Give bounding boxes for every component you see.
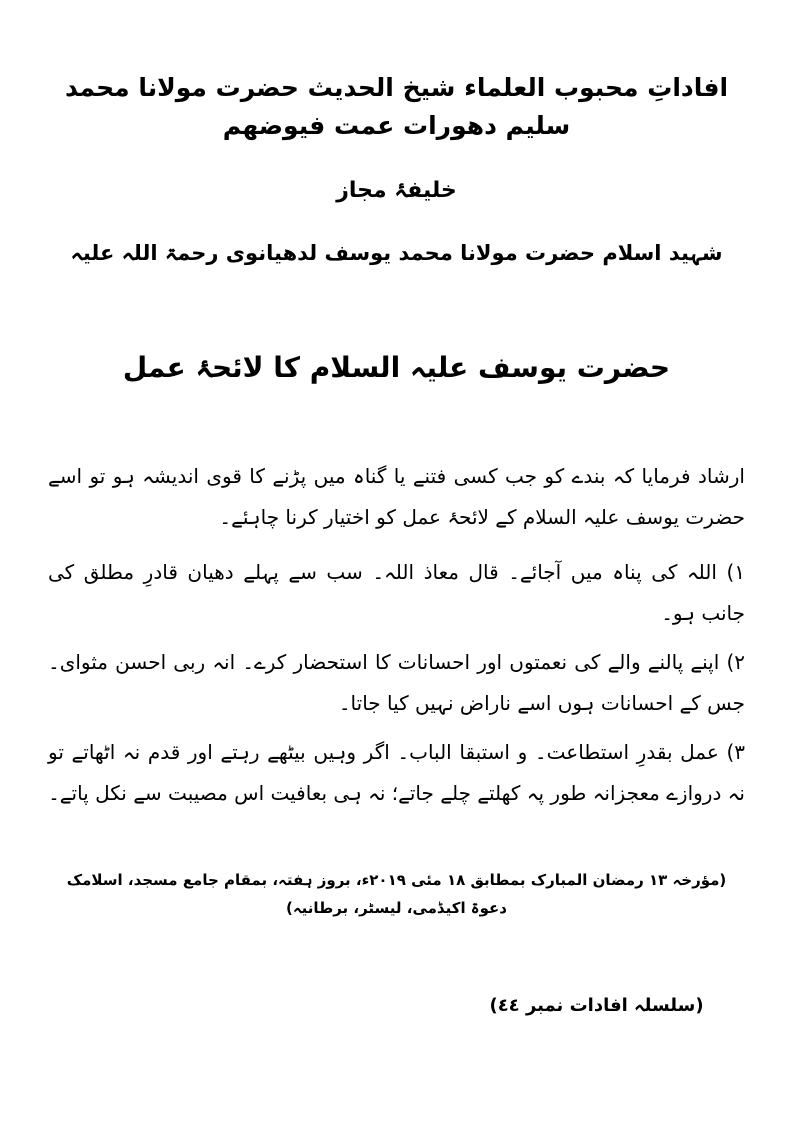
series-note — [48, 995, 745, 1016]
header-line-scholar-title: افاداتِ محبوب العلماء شیخ الحدیث حضرت مولانا محمد سلیم دھورات عمت فیوضھم — [64, 73, 729, 140]
page-title: حضرت یوسف علیہ السلام کا لائحۂ عمل — [122, 350, 671, 384]
body-item-3: ٣) عمل بقدرِ استطاعت۔ و استبقا الباب۔ اگر وہیں بیٹھے رہتے اور قدم نہ اٹھاتے تو نہ دروازے معجزانہ طور پہ کھلتے چلے جاتے؛ نہ ہی بعافیت اس مصیبت سے نکل پاتے۔ — [48, 739, 745, 805]
document-body — [48, 456, 745, 814]
series-note-text: (سلسلہ افادات نمبر ٤٤) — [489, 994, 704, 1016]
intro-paragraph: ارشاد فرمایا کہ بندے کو جب کسی فتنے یا گناہ میں پڑنے کا قوی اندیشہ ہو تو اسے حضرت یوسف علیہ السلام کے لائحۂ عمل کو اختیار کرنا چاہئے۔ — [48, 463, 745, 529]
document-header — [48, 69, 745, 271]
body-item-2: ٢) اپنے پالنے والے کی نعمتوں اور احسانات کا استحضار کرے۔ انہ ربی احسن مثوای۔ جس کے احسانات ہوں اسے ناراض نہیں کیا جاتا۔ — [48, 649, 745, 715]
footnote-date-venue: (مؤرخہ ١٣ رمضان المبارک بمطابق ١٨ مئی ٢٠١٩ء، بروز ہفتہ، بمقام جامع مسجد، اسلامک دعوۃ اکیڈمی، لیسٹر، برطانیہ) — [66, 870, 727, 918]
header-line-khalifa: خلیفۂ مجاز — [336, 178, 457, 203]
header-line-shaheed-islam: شہید اسلام حضرت مولانا محمد یوسف لدھیانوی رحمۃ اللہ علیہ — [70, 241, 723, 265]
body-item-1: ١) اللہ کی پناہ میں آجائے۔ قال معاذ اللہ۔ سب سے پہلے دھیان قادرِ مطلق کی جانب ہو۔ — [48, 559, 745, 625]
